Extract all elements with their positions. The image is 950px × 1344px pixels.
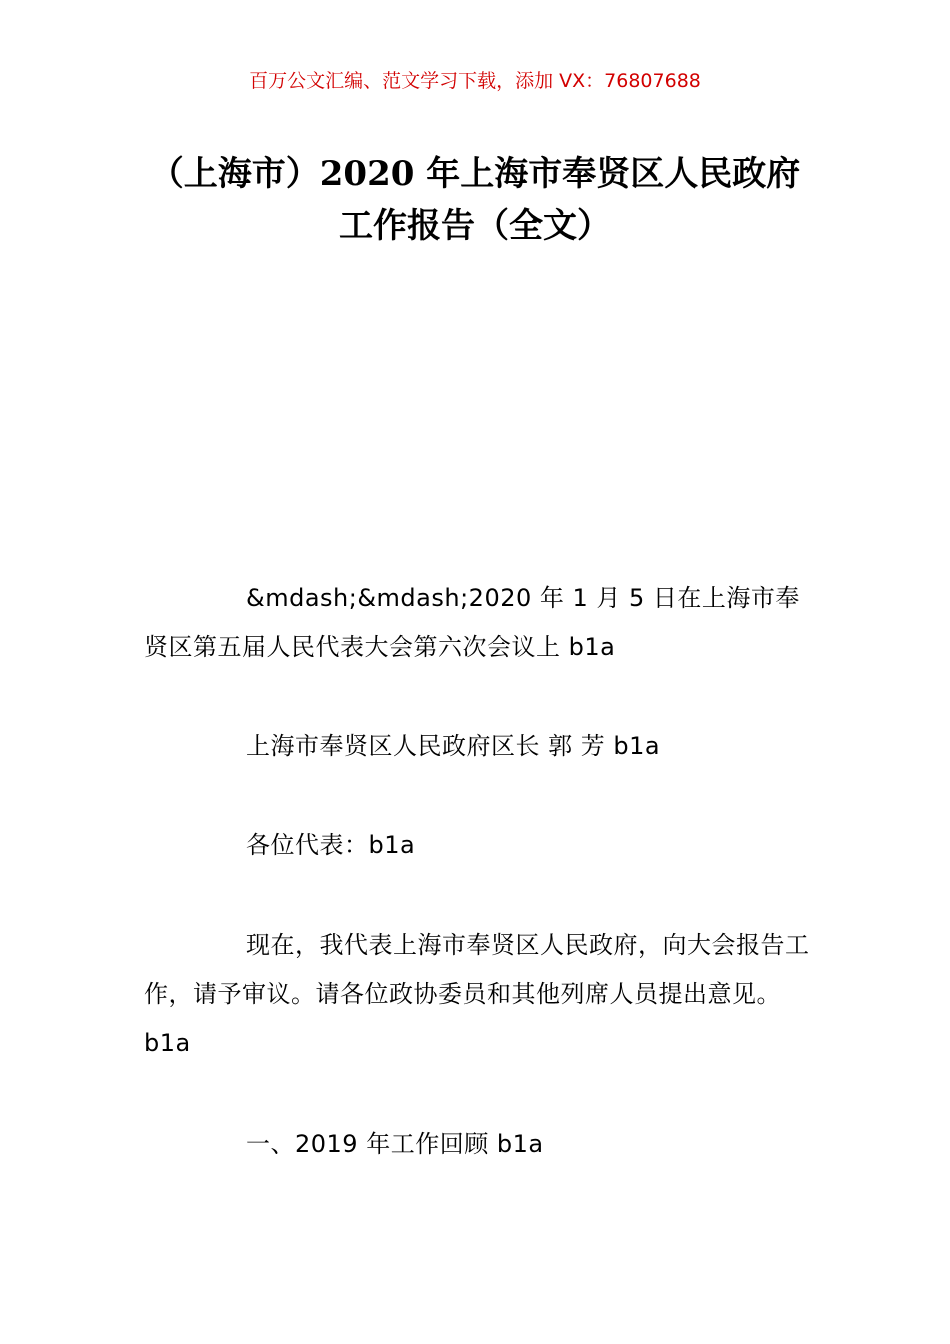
section-heading: 一、2019 年工作回顾 b1a [246, 1130, 544, 1158]
speaker-paragraph: 上海市奉贤区人民政府区长 郭 芳 b1a [246, 732, 661, 760]
title-line-1: （上海市）2020 年上海市奉贤区人民政府 [149, 154, 801, 194]
meeting-date-paragraph: &mdash;&mdash;2020 年 1 月 5 日在上海市奉贤区第五届人民代表大会第六次会议上 b1a [144, 584, 800, 661]
salutation-paragraph: 各位代表：b1a [246, 831, 416, 859]
title-line-2: 工作报告（全文） [339, 206, 611, 246]
watermark-header: 百万公文汇编、范文学习下载，添加 VX：76807688 [249, 70, 701, 92]
intro-paragraph: 现在，我代表上海市奉贤区人民政府，向大会报告工作，请予审议。请各位政协委员和其他列席人员提出意见。b1a [144, 931, 810, 1057]
document-title [140, 148, 810, 252]
